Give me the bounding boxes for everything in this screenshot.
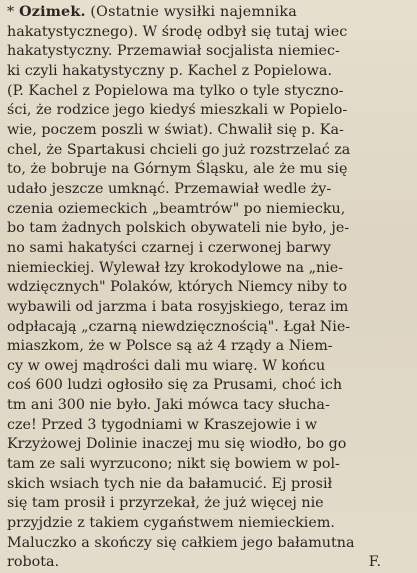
text-line-25: skich wsiach tych nie da bałamucić. Ej prosił <box>7 475 333 492</box>
text-line-5: (P. Kachel z Popielowa ma tylko o tyle styczno- <box>7 82 344 99</box>
text-line-6: ści, że rodzice jego kiedyś mieszkali w Popielo- <box>7 102 348 119</box>
text-line-11: czenia oziemeckich „beamtrów" po niemiecku, <box>7 200 346 217</box>
article-first-line <box>7 3 407 23</box>
text-line-19: cy w owej mądrości dali mu wiarę. W końcu <box>7 357 326 374</box>
text-line-20: coś 600 ludzi ogłosiło się za Prusami, choć ich <box>7 377 343 394</box>
text-line-12: bo tam żadnych polskich obywateli nie było, je- <box>7 220 350 237</box>
text-line-18: miaszkom, że w Polsce są aż 4 rządy a Niem- <box>7 338 333 355</box>
article-title: Ozimek. <box>19 4 86 20</box>
bullet-marker: * <box>7 4 15 20</box>
text-line-7: wie, poczem poszli w świat). Chwalił się p. Ka- <box>7 121 344 138</box>
text-line-24: tam ze sali wyrzucono; nikt się bowiem w pol- <box>7 456 340 473</box>
closing-word: robota. <box>7 554 60 571</box>
text-line-17: odpłacają „czarną niewdzięcznością". Łgał Nie- <box>7 318 351 335</box>
text-line-8: chel, że Spartakusi chcieli go już rozstrzelać za <box>7 141 351 158</box>
text-line-16: wybawili od jarzma i bata rosyjskiego, teraz im <box>7 298 349 315</box>
text-line-15: wdzięcznych" Polaków, których Niemcy niby to <box>7 279 348 296</box>
text-line-3: hakatystyczny. Przemawiał socjalista niemiec- <box>7 43 340 60</box>
article-closing-row <box>7 553 407 573</box>
text-line-2: hakatystycznego). W środę odbył się tutaj wiec <box>7 23 348 40</box>
text-line-22: cze! Przed 3 tygodniami w Kraszejowie i w <box>7 416 318 433</box>
text-line-4: ki czyli hakatystyczny p. Kachel z Popielowa. <box>7 62 332 79</box>
text-line-14: niemieckiej. Wylewał łzy krokodylowe na „nie- <box>7 259 344 276</box>
text-line-9: to, że bobruje na Górnym Śląsku, ale że mu się <box>7 161 348 178</box>
text-line-26: się tam prosił i przyrzekał, że już więcej nie <box>7 495 324 512</box>
article-ozimek <box>7 3 407 573</box>
text-line-27: przyjdzie z takiem cygaństwem niemieckiem. <box>7 515 335 532</box>
text-line-28: Maluczko a skończy się całkiem jego bałamutna <box>7 534 355 551</box>
text-line-21: tm ani 300 nie było. Jaki mówca tacy słucha- <box>7 397 330 414</box>
text-line-1: (Ostatnie wysiłki najemnika <box>85 4 297 20</box>
article-body <box>7 3 407 573</box>
text-line-13: no sami hakatyści czarnej i czerwonej barwy <box>7 239 331 256</box>
author-signature: F. <box>368 554 381 571</box>
text-line-10: udało jeszcze umknąć. Przemawiał wedle ży- <box>7 180 332 197</box>
text-line-23: Krzyżowej Dolinie inaczej mu się wiodło, bo go <box>7 436 347 453</box>
